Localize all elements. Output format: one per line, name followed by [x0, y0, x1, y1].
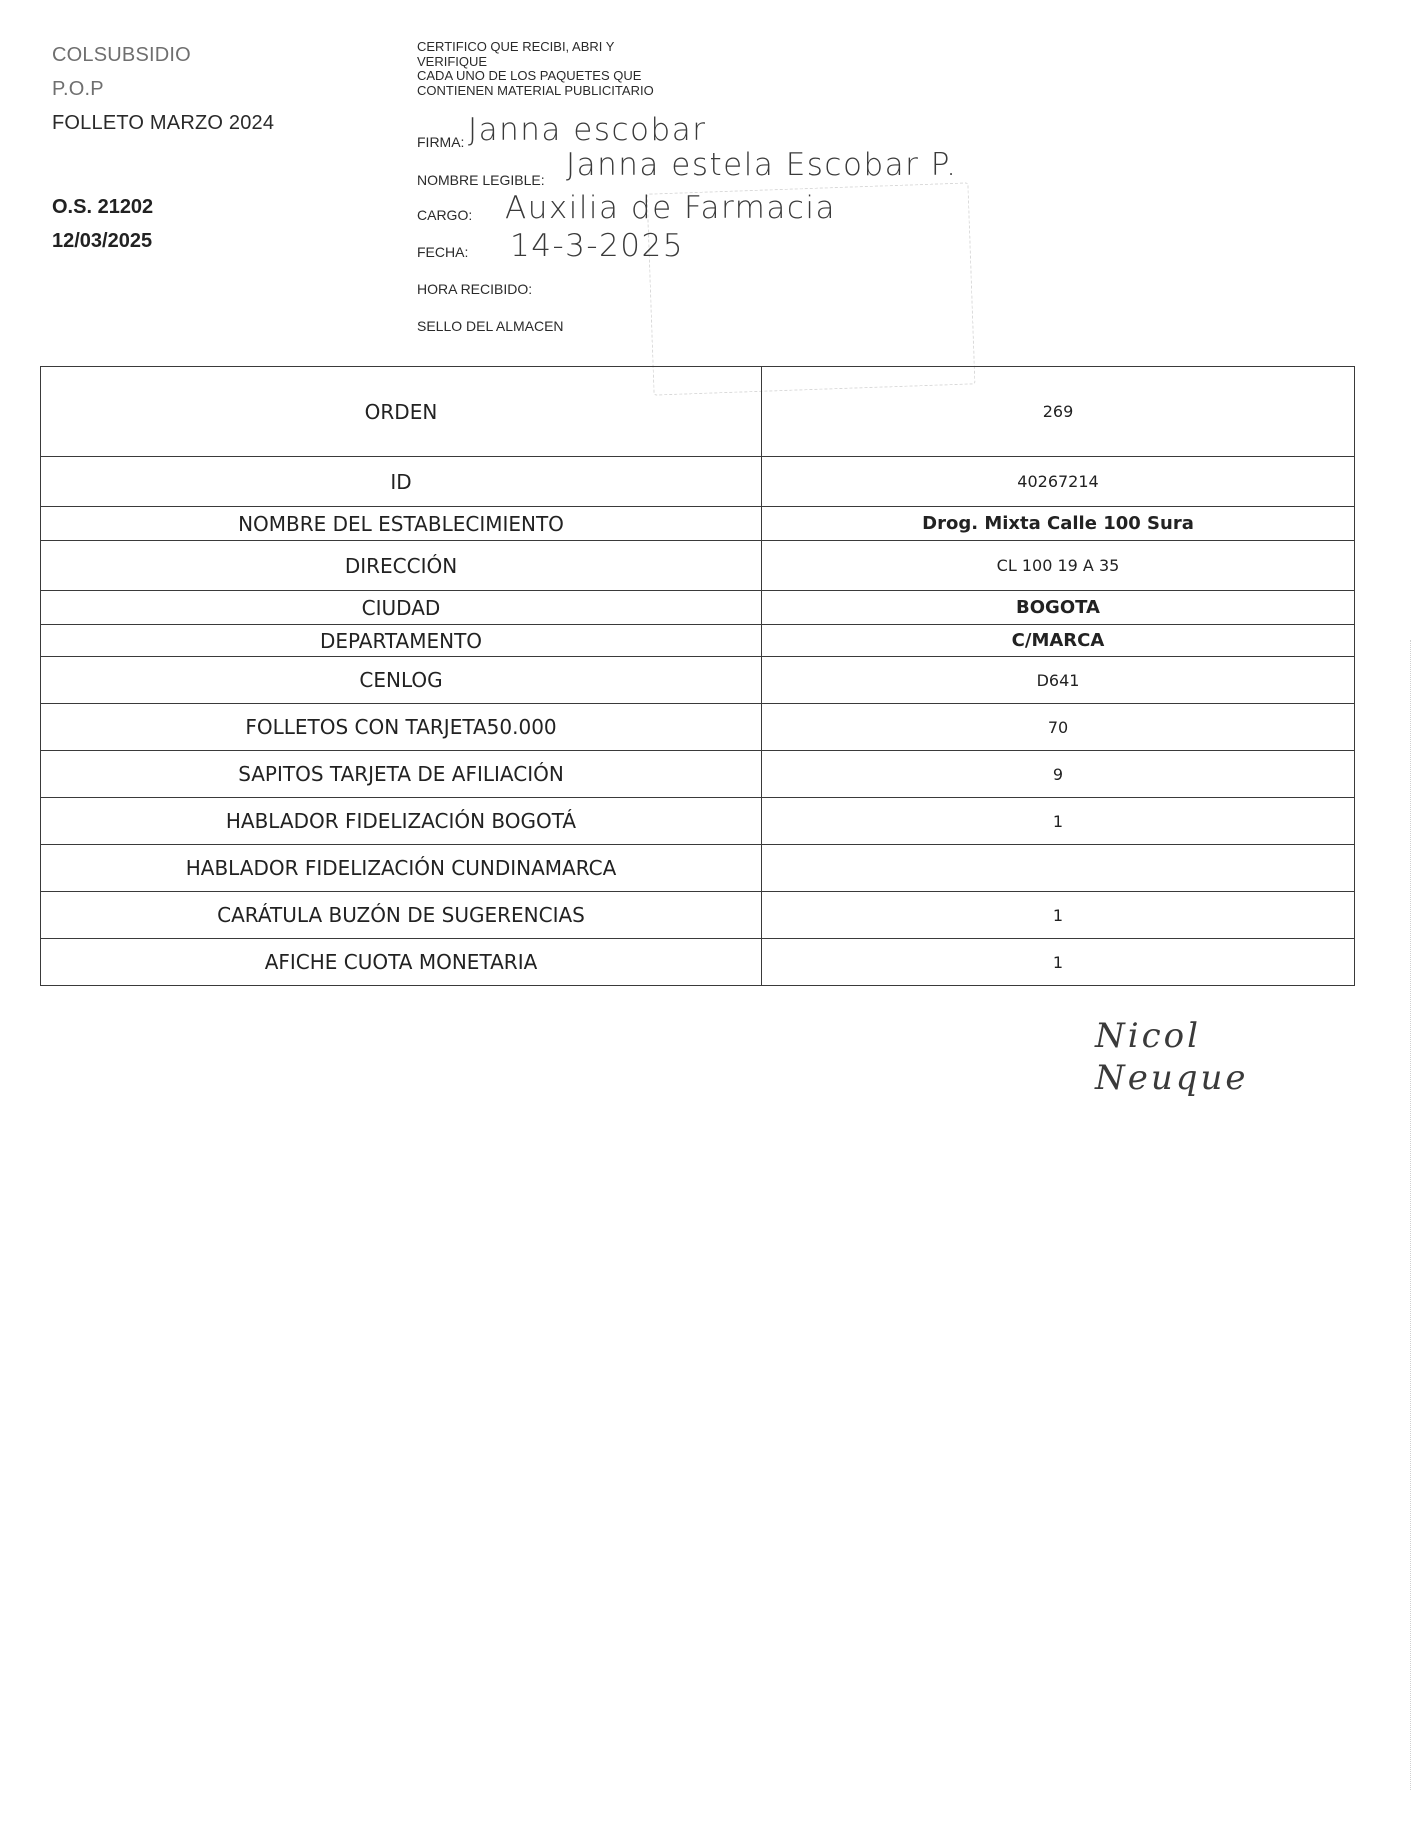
table-row — [41, 541, 1355, 591]
table-row — [41, 798, 1355, 845]
row-value: D641 — [762, 657, 1355, 704]
row-value: C/MARCA — [762, 625, 1355, 657]
row-label: CENLOG — [41, 657, 762, 704]
os-date: 12/03/2025 — [52, 230, 153, 252]
scan-edge-noise — [1410, 640, 1414, 1790]
org-sub: P.O.P — [52, 78, 104, 100]
firma-signature: Janna escobar — [468, 112, 707, 148]
organization-block — [52, 38, 274, 140]
row-value: 1 — [762, 892, 1355, 939]
os-number: O.S. 21202 — [52, 196, 154, 218]
certificate-line: CERTIFICO QUE RECIBI, ABRI Y — [417, 39, 615, 54]
certificate-line: VERIFIQUE — [417, 53, 488, 69]
nombre-handwritten: Janna estela Escobar P. — [566, 147, 958, 183]
note-line: Nicol — [1095, 1016, 1202, 1056]
row-label: DEPARTAMENTO — [41, 625, 762, 657]
fecha-handwritten: 14-3-2025 — [510, 228, 684, 264]
row-label: NOMBRE DEL ESTABLECIMIENTO — [41, 507, 762, 541]
table-row — [41, 939, 1355, 986]
order-service-block — [52, 190, 153, 258]
row-label: HABLADOR FIDELIZACIÓN BOGOTÁ — [41, 798, 762, 845]
row-label: SAPITOS TARJETA DE AFILIACIÓN — [41, 751, 762, 798]
row-value: 1 — [762, 939, 1355, 986]
sello-label: SELLO DEL ALMACEN — [417, 318, 564, 334]
row-label: CIUDAD — [41, 591, 762, 625]
fecha-row — [417, 244, 468, 260]
table-row — [41, 845, 1355, 892]
row-value: Drog. Mixta Calle 100 Sura — [762, 507, 1355, 541]
nombre-label: NOMBRE LEGIBLE: — [417, 172, 545, 188]
cargo-handwritten: Auxilia de Farmacia — [505, 190, 837, 226]
table-row — [41, 367, 1355, 457]
row-label: AFICHE CUOTA MONETARIA — [41, 939, 762, 986]
handwritten-note — [1095, 1015, 1249, 1099]
org-name: COLSUBSIDIO — [52, 44, 191, 66]
row-label: ORDEN — [41, 367, 762, 457]
row-value: BOGOTA — [762, 591, 1355, 625]
row-value: 1 — [762, 798, 1355, 845]
cargo-row — [417, 207, 472, 223]
sello-row — [417, 318, 564, 334]
row-label: ID — [41, 457, 762, 507]
table-row — [41, 751, 1355, 798]
row-value: 269 — [762, 367, 1355, 457]
table-row — [41, 591, 1355, 625]
fecha-label: FECHA: — [417, 244, 469, 260]
row-label: DIRECCIÓN — [41, 541, 762, 591]
row-value — [762, 845, 1355, 892]
row-label: FOLLETOS CON TARJETA50.000 — [41, 704, 762, 751]
firma-row — [417, 134, 464, 150]
table-row — [41, 507, 1355, 541]
row-value: 70 — [762, 704, 1355, 751]
row-value: 40267214 — [762, 457, 1355, 507]
table-row — [41, 892, 1355, 939]
row-label: CARÁTULA BUZÓN DE SUGERENCIAS — [41, 892, 762, 939]
firma-label: FIRMA: — [417, 134, 465, 150]
table-row — [41, 457, 1355, 507]
hora-row — [417, 281, 532, 297]
certificate-line: CONTIENEN MATERIAL PUBLICITARIO — [417, 82, 654, 98]
certificate-text — [417, 40, 977, 98]
certificate-line: CADA UNO DE LOS PAQUETES QUE — [417, 68, 642, 83]
cargo-label: CARGO: — [417, 207, 473, 223]
hora-label: HORA RECIBIDO: — [417, 281, 533, 297]
row-value: 9 — [762, 751, 1355, 798]
campaign-title: FOLLETO MARZO 2024 — [52, 112, 275, 134]
table-row — [41, 704, 1355, 751]
table-row — [41, 657, 1355, 704]
nombre-row — [417, 172, 545, 188]
note-line: Neuque — [1095, 1058, 1249, 1098]
row-value: CL 100 19 A 35 — [762, 541, 1355, 591]
row-label: HABLADOR FIDELIZACIÓN CUNDINAMARCA — [41, 845, 762, 892]
table-row — [41, 625, 1355, 657]
delivery-table — [40, 366, 1355, 986]
